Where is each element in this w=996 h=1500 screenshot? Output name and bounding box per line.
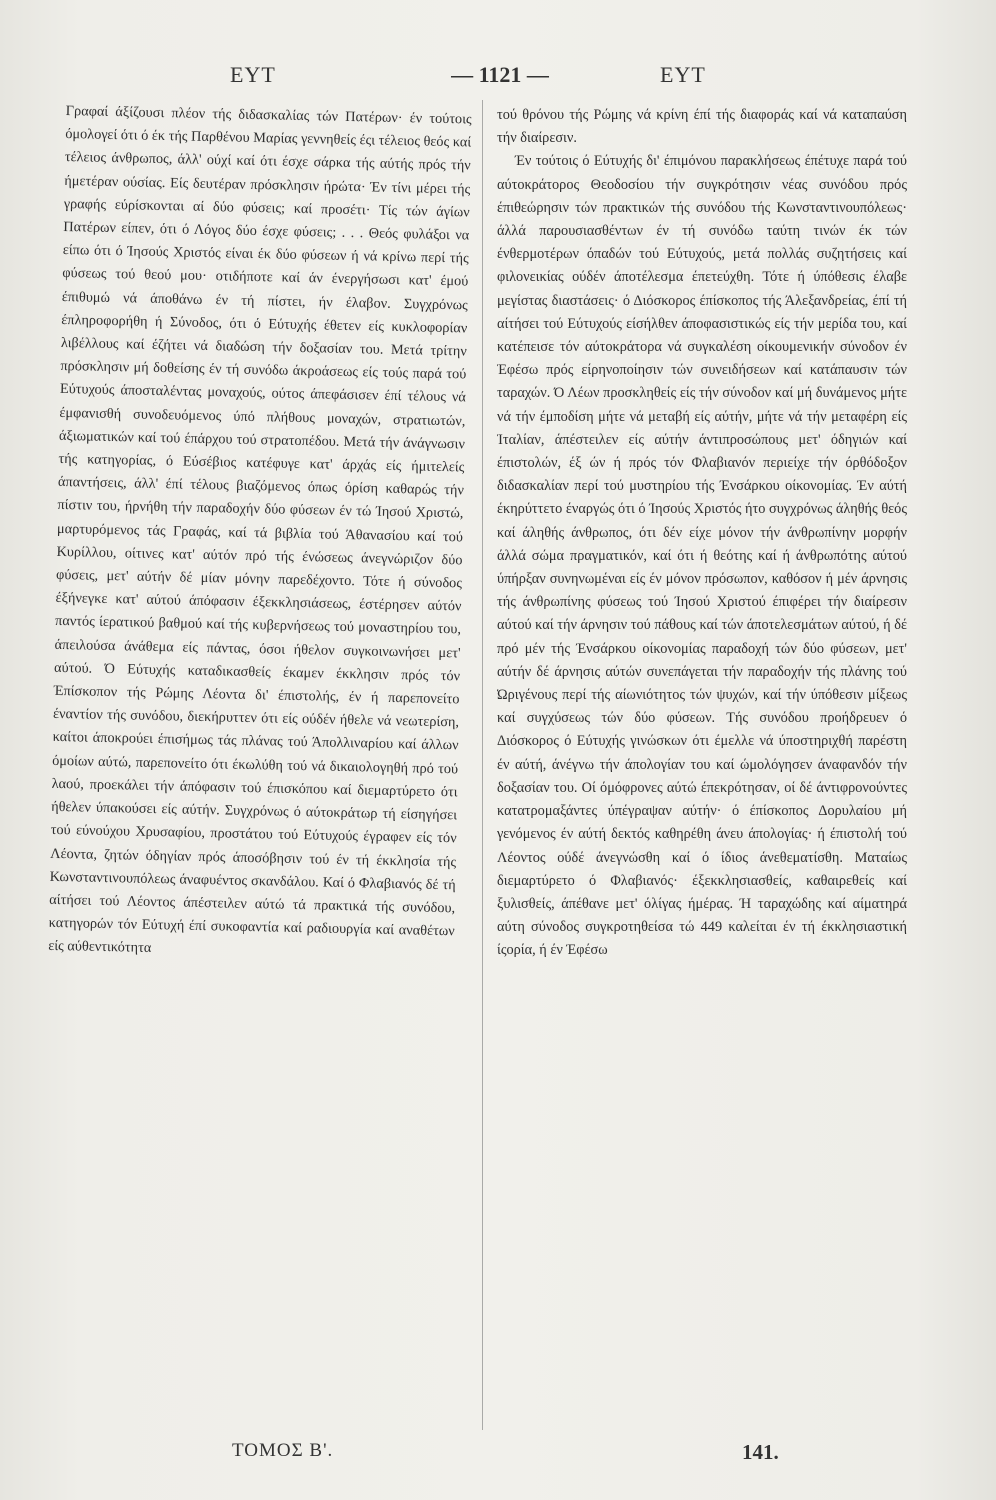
- volume-label: ΤΟΜΟΣ Β'.: [232, 1440, 334, 1461]
- signature-mark: 141.: [742, 1440, 779, 1464]
- right-paragraph-1: τού θρόνου τής Ρώμης νά κρίνη έπί τής διαφοράς καί νά καταπαύση τήν διαίρεσιν.: [497, 107, 907, 147]
- header-right-term: ΕΥΤ: [660, 62, 706, 87]
- page-number: — 1121 —: [451, 62, 549, 87]
- left-column: [38, 100, 472, 1448]
- right-paragraph-2: Έν τούτοις ό Εύτυχής δι' έπιμόνου παρακλήσεως έπέτυχε παρά τού αύτοκράτορος Θεοδοσίου τήν συγκρότησιν νέας συνόδου πρός έπιθεώρησιν τών πρακτικών τής συνόδου τής Κωνσταντινουπόλεως· άλλά παρουσιασθέντων έν τή συνόδω ταύτη τινών έκ τών ένθερμοτέρων όπαδών τού Εύτυχούς, μετά πολλάς συζητήσεις καί φιλονεικίας ούδέν άποτέλεσμα έπετεύχθη. Τότε ή ύπόθεσις έλαβε μεγίστας διαστάσεις· ό Διόσκορος έπίσκοπος τής Άλεξανδρείας, έπί τή αίτήσει τού Εύτυχούς είσήλθεν άποφασιστικώς είς τήν μερίδα του, καί κατέπεισε τόν αύτοκράτορα νά συγκαλέση οίκουμενικήν σύνοδον έν Έφέσω πρός είρηνοποίησιν τών συνειδήσεων καί κατάπαυσιν τών ταραχών. Ό Λέων προσκληθείς είς τήν σύνοδον καί μή δυνάμενος μήτε νά τήν έμποδίση μήτε νά μεταβή είς αύτήν, μήτε νά τήν μεταφέρη είς Ίταλίαν, άπέστειλεν είς αύτήν άντιπροσώπους μετ' όδηγιών καί έπιστολών, έξ ών ή πρός τόν Φλαβιανόν περιείχε τήν όρθόδοξον διδασκαλίαν περί τού μυστηρίου τής Ένσάρκου οίκονομίας. Έν αύτή έκηρύττετο έναργώς ότι ό Ίησούς Χριστός ήτο συγχρόνως άληθής θεός καί άληθής άνθρωπος, ότι δέν είχε μόνον τήν άνθρωπίνην μορφήν άλλά σώμα πραγματικόν, καί ότι ή θεότης καί ή άνθρωπότης αύτού ύπήρξαν συνηνωμέναι είς έν μόνον πρόσωπον, καθόσον ή μέν άρνησις τής άνθρωπίνης φύσεως τού Ίησού Χριστού έπιφέρει τήν διαίρεσιν αύτού καί τήν άρνησιν τού πάθους καί τών άποτελεσμάτων αύτού, ή δέ πρό μέν τής Ένσάρκου οίκονομίας παραδοχή τών δύο φύσεων, μετ' αύτήν δέ άρνησις αύτών συνεπάγεται τήν παραδοχήν τής πλάνης τού Ώριγένους περί τής αίωνιότητος τών ψυχών, καί τήν ύπόθεσιν μίξεως καί συγχύσεως τών δύο φύσεων. Τής συνόδου προήδρευεν ό Διόσκορος ό Εύτυχής γινώσκων ότι έμελλε νά ύποστηριχθή παρέστη έν αύτή, άνέγνω τήν άπολογίαν του καί ώμολόγησεν άναφανδόν τήν δοξασίαν του. Οί όμόφρονες αύτώ έπεκρότησαν, οί δέ άντιφρονούντες κατατρομαξάντες ύπέγραψαν αύτήν· ό έπίσκοπος Δορυλαίου μή γενόμενος έν αύτή δεκτός καθηρέθη άνευ άπολογίας· ή έπιστολή τού Λέοντος ούδέ άνεγνώσθη καί ό ίδιος άνεθεματίσθη. Ματαίως διεμαρτύρετο ό Φλαβιανός· έξεκκλησιασθείς, καθαιρεθείς καί ξυλισθείς, άπέθανε μετ' όλίγας ήμέρας. Ή ταραχώδης καί αίματηρά αύτη σύνοδος συγκροτηθείσα τώ 449 καλείται έν τή έκκλησιαστική ίςορία, ή έν Έφέσω: [497, 153, 907, 959]
- column-divider: [482, 100, 483, 1430]
- right-column: [497, 104, 907, 1444]
- left-column-text: Γραφαί άξίζουσι πλέον τής διδασκαλίας τών Πατέρων· έν τούτοις όμολογεί ότι ό έκ τής Παρθένου Μαρίας γεννηθείς έςι τέλειος θεός καί τέλειος άνθρωπος, άλλ' ούχί καί ότι έσχε σάρκα τής αύτής πρός τήν ήμετέραν ούσίας. Είς δευτέραν πρόσκλησιν ήρώτα· Έν τίνι μέρει τής γραφής εύρίσκονται αί δύο φύσεις; καί προσέτι· Τίς τών άγίων Πατέρων είπεν, ότι ό Λόγος δύο έσχε φύσεις; . . . Θεός φυλάξοι να είπω ότι ό Ίησούς Χριστός είναι έκ δύο φύσεων ή νά κρίνω περί τής φύσεως τού θεού μου· οτιδήποτε καί άν ένεργήσωσι κατ' έμού έπιθυμώ νά άποθάνω έν τή πίστει, ήν έλαβον. Συγχρόνως έπληροφορήθη ή Σύνοδος, ότι ό Εύτυχής έθετεν είς κυκλοφορίαν λιβέλλους καί έζήτει νά διαδώση τήν δοξασίαν του. Μετά τρίτην πρόσκλησιν μή δοθείσης έν τή συνόδω άκροάσεως είς τούς παρά τού Εύτυχούς άποσταλέντας μοναχούς, ούτος άπεφάσισεν έπί τέλους νά έμφανισθή συνοδευόμενος ύπό πλήθους μοναχών, στρατιωτών, άξιωματικών καί τού έπάρχου τού στρατοπέδου. Μετά τήν άνάγνωσιν τής κατηγορίας, ό Εύσέβιος κατέφυγε κατ' άρχάς είς ήμιτελείς άπαντήσεις, άλλ' έπί τέλους βιαζόμενος όπως όρίση καθαρώς τήν πίστιν του, ήρνήθη τήν παραδοχήν δύο φύσεων έν τώ Ίησού Χριστώ, μαρτυρόμενος τάς Γραφάς, καί τά βιβλία τού Άθανασίου καί τού Κυρίλλου, οίτινες κατ' αύτόν πρό τής ένώσεως άνεγνώριζον δύο φύσεις, μετ' αύτήν δέ μίαν μόνην παρεδέχοντο. Τότε ή σύνοδος έξήνεγκε κατ' αύτού άπόφασιν έξεκκλησιάσεως, έστέρησεν αύτόν παντός ίερατικού βαθμού καί τής κυβερνήσεως τού μοναστηρίου του, άπειλούσα άνάθεμα είς πάντας, όσοι ήθελον συγκοινωνήσει μετ' αύτού. Ό Εύτυχής καταδικασθείς έκαμεν έκκλησιν πρός τόν Έπίσκοπον τής Ρώμης Λέοντα δι' έπιστολής, έν ή παρεπονείτο έναντίον τής συνόδου, διεκήρυττεν ότι είς ούδέν ήθελε νά νεωτερίση, καίτοι άποκρούει έπισήμως τάς πλάνας τού Άπολλιναρίου καί άλλων όμοίων αύτώ, παρεπονείτο ότι έκωλύθη τού νά δικαιολογηθή πρό τού λαού, προεκάλει τήν άπόφασιν τού έπισκόπου καί διεμαρτύρετο ότι ήθελεν ύπακούσει είς αύτήν. Συγχρόνως ό αύτοκράτωρ τή είσηγήσει τού εύνούχου Χρυσαφίου, προστάτου τού Εύτυχούς έγραφεν είς τόν Λέοντα, ζητών όδηγίαν πρός άποσόβησιν τού έν τή έκκλησία τής Κωνσταντινουπόλεως άναφυέντος σκανδάλου. Καί ό Φλαβιανός δέ τή αίτήσει τού Λέοντος άπέστειλεν αύτώ τά πρακτικά τής συνόδου, κατηγορών τόν Εύτυχή έπί συκοφαντία καί ραδιουργία καί αναθέτων είς αύθεντικότητα: [48, 102, 472, 957]
- page-header: [60, 62, 940, 92]
- header-left-term: ΕΥΤ: [230, 62, 276, 87]
